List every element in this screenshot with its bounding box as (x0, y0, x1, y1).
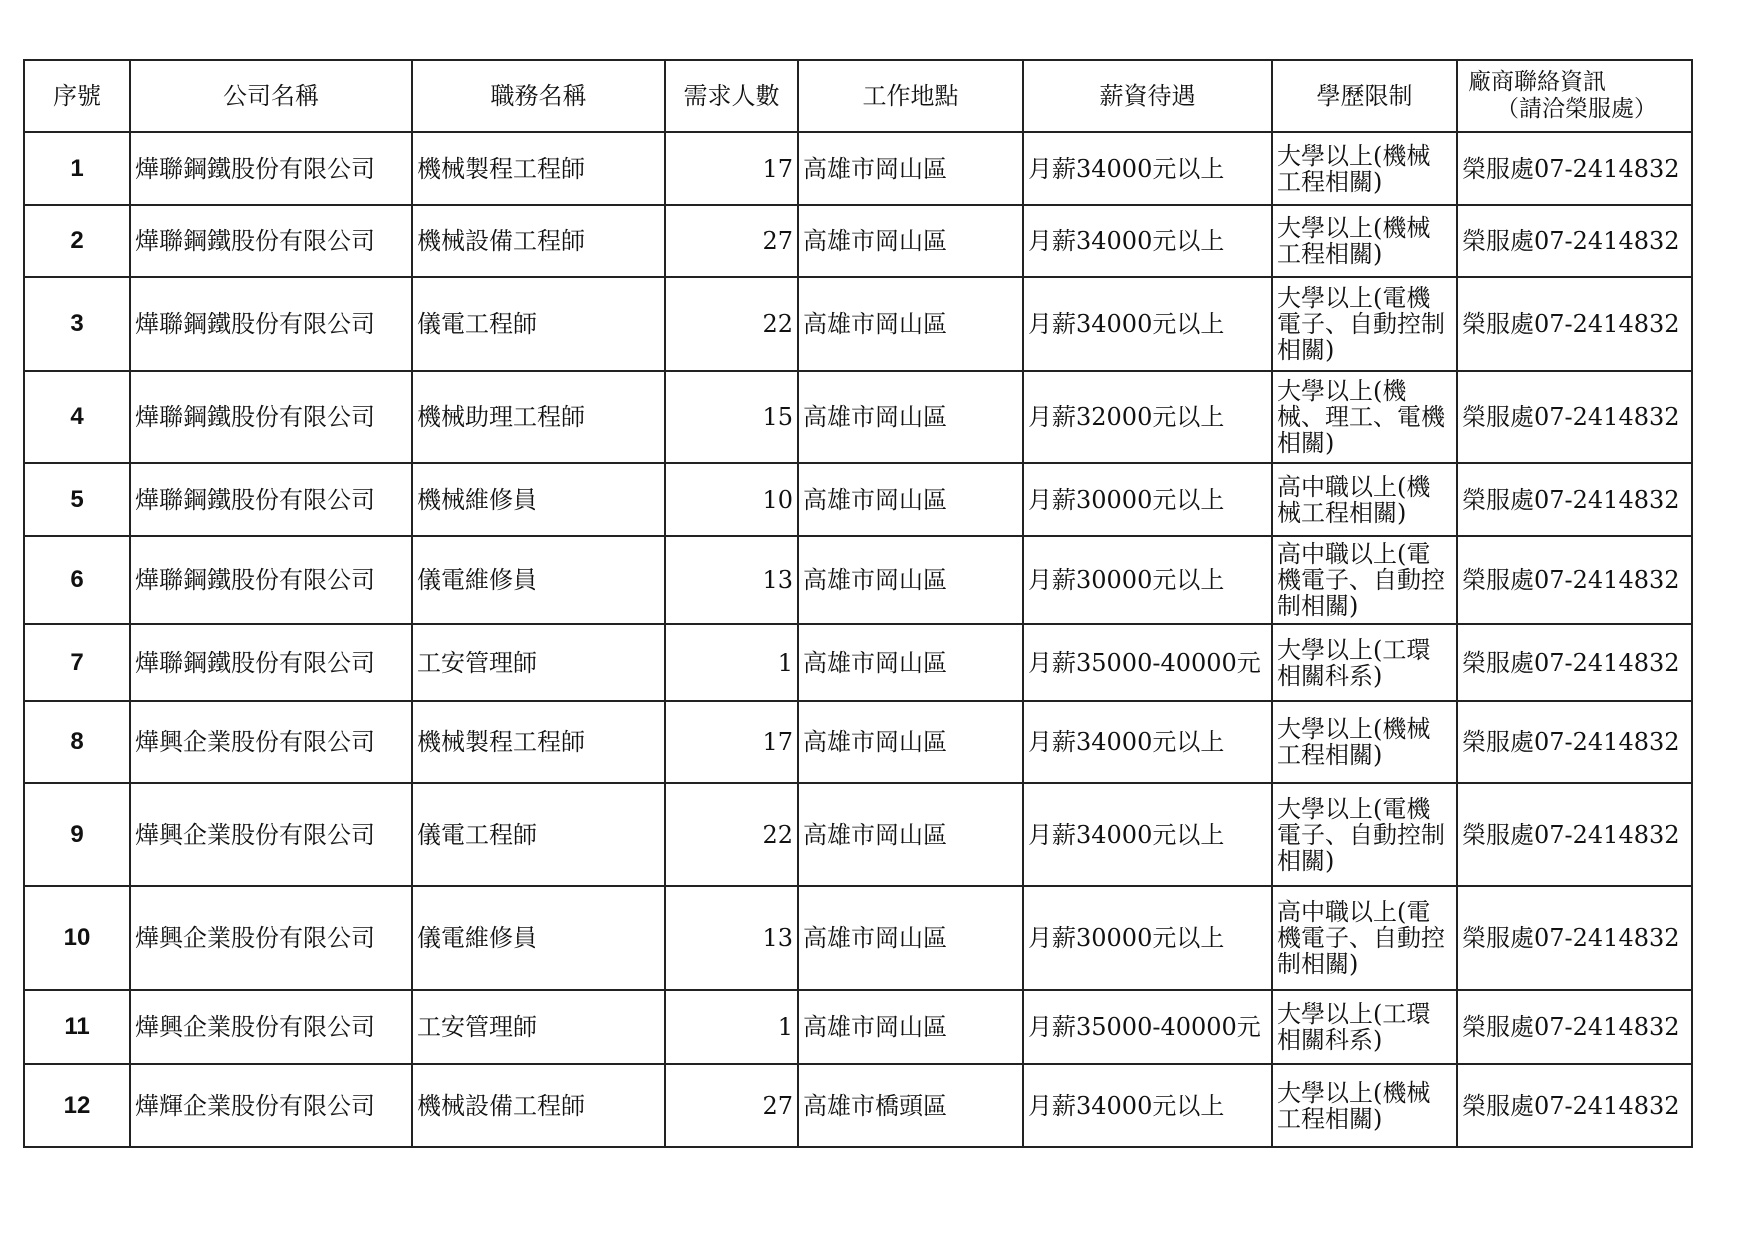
work-location: 高雄市岡山區 (798, 536, 1023, 624)
headcount: 17 (665, 132, 798, 205)
headcount: 22 (665, 783, 798, 886)
header-job: 職務名稱 (412, 60, 665, 132)
table-row (24, 205, 1692, 277)
work-location: 高雄市橋頭區 (798, 1064, 1023, 1147)
job-title: 工安管理師 (412, 990, 665, 1064)
company-name: 燁興企業股份有限公司 (130, 701, 412, 783)
contact-info: 榮服處07-2414832 (1457, 132, 1692, 205)
table-row (24, 1064, 1692, 1147)
education-requirement: 大學以上(機械工程相關) (1272, 701, 1457, 783)
work-location: 高雄市岡山區 (798, 701, 1023, 783)
headcount: 17 (665, 701, 798, 783)
work-location: 高雄市岡山區 (798, 132, 1023, 205)
company-name: 燁聯鋼鐵股份有限公司 (130, 277, 412, 371)
education-requirement: 大學以上(機械工程相關) (1272, 205, 1457, 277)
contact-info: 榮服處07-2414832 (1457, 1064, 1692, 1147)
job-title: 機械設備工程師 (412, 1064, 665, 1147)
education-requirement: 大學以上(機械、理工、電機相關) (1272, 371, 1457, 463)
headcount: 1 (665, 624, 798, 701)
salary: 月薪30000元以上 (1023, 536, 1272, 624)
salary: 月薪34000元以上 (1023, 783, 1272, 886)
table-row (24, 886, 1692, 990)
company-name: 燁興企業股份有限公司 (130, 783, 412, 886)
job-openings-table (23, 59, 1693, 1148)
job-title: 機械製程工程師 (412, 701, 665, 783)
headcount: 27 (665, 1064, 798, 1147)
headcount: 13 (665, 536, 798, 624)
contact-info: 榮服處07-2414832 (1457, 886, 1692, 990)
headcount: 1 (665, 990, 798, 1064)
salary: 月薪34000元以上 (1023, 1064, 1272, 1147)
work-location: 高雄市岡山區 (798, 990, 1023, 1064)
headcount: 10 (665, 463, 798, 536)
job-title: 儀電工程師 (412, 783, 665, 886)
table-row (24, 783, 1692, 886)
job-title: 機械維修員 (412, 463, 665, 536)
education-requirement: 大學以上(電機電子、自動控制相關) (1272, 277, 1457, 371)
header-education: 學歷限制 (1272, 60, 1457, 132)
education-requirement: 大學以上(機械工程相關) (1272, 1064, 1457, 1147)
education-requirement: 大學以上(電機電子、自動控制相關) (1272, 783, 1457, 886)
header-contact-line1: 廠商聯絡資訊 (1468, 69, 1606, 95)
contact-info: 榮服處07-2414832 (1457, 205, 1692, 277)
contact-info: 榮服處07-2414832 (1457, 536, 1692, 624)
work-location: 高雄市岡山區 (798, 783, 1023, 886)
row-number: 12 (24, 1064, 130, 1147)
contact-info: 榮服處07-2414832 (1457, 371, 1692, 463)
job-title: 機械製程工程師 (412, 132, 665, 205)
contact-info: 榮服處07-2414832 (1457, 277, 1692, 371)
table-header (24, 60, 1692, 132)
row-number: 5 (24, 463, 130, 536)
contact-info: 榮服處07-2414832 (1457, 701, 1692, 783)
salary: 月薪34000元以上 (1023, 701, 1272, 783)
header-row (24, 60, 1692, 132)
row-number: 4 (24, 371, 130, 463)
company-name: 燁聯鋼鐵股份有限公司 (130, 205, 412, 277)
salary: 月薪34000元以上 (1023, 132, 1272, 205)
job-title: 工安管理師 (412, 624, 665, 701)
company-name: 燁聯鋼鐵股份有限公司 (130, 624, 412, 701)
header-count: 需求人數 (665, 60, 798, 132)
table-row (24, 132, 1692, 205)
header-salary: 薪資待遇 (1023, 60, 1272, 132)
job-title: 儀電工程師 (412, 277, 665, 371)
header-company: 公司名稱 (130, 60, 412, 132)
salary: 月薪35000-40000元 (1023, 990, 1272, 1064)
company-name: 燁聯鋼鐵股份有限公司 (130, 371, 412, 463)
row-number: 8 (24, 701, 130, 783)
job-title: 儀電維修員 (412, 886, 665, 990)
company-name: 燁聯鋼鐵股份有限公司 (130, 132, 412, 205)
row-number: 7 (24, 624, 130, 701)
header-location: 工作地點 (798, 60, 1023, 132)
table-row (24, 536, 1692, 624)
table-row (24, 990, 1692, 1064)
work-location: 高雄市岡山區 (798, 205, 1023, 277)
education-requirement: 大學以上(工環相關科系) (1272, 990, 1457, 1064)
table-row (24, 463, 1692, 536)
table-row (24, 371, 1692, 463)
salary: 月薪30000元以上 (1023, 886, 1272, 990)
education-requirement: 高中職以上(電機電子、自動控制相關) (1272, 886, 1457, 990)
header-contact-line2: （請洽榮服處） (1496, 96, 1657, 122)
work-location: 高雄市岡山區 (798, 463, 1023, 536)
contact-info: 榮服處07-2414832 (1457, 463, 1692, 536)
contact-info: 榮服處07-2414832 (1457, 624, 1692, 701)
salary: 月薪32000元以上 (1023, 371, 1272, 463)
headcount: 13 (665, 886, 798, 990)
table-body (24, 132, 1692, 1147)
job-title: 儀電維修員 (412, 536, 665, 624)
company-name: 燁興企業股份有限公司 (130, 990, 412, 1064)
education-requirement: 大學以上(工環相關科系) (1272, 624, 1457, 701)
row-number: 11 (24, 990, 130, 1064)
education-requirement: 高中職以上(電機電子、自動控制相關) (1272, 536, 1457, 624)
work-location: 高雄市岡山區 (798, 624, 1023, 701)
table-row (24, 701, 1692, 783)
company-name: 燁輝企業股份有限公司 (130, 1064, 412, 1147)
work-location: 高雄市岡山區 (798, 371, 1023, 463)
row-number: 3 (24, 277, 130, 371)
row-number: 1 (24, 132, 130, 205)
headcount: 15 (665, 371, 798, 463)
headcount: 27 (665, 205, 798, 277)
salary: 月薪34000元以上 (1023, 277, 1272, 371)
row-number: 2 (24, 205, 130, 277)
contact-info: 榮服處07-2414832 (1457, 990, 1692, 1064)
contact-info: 榮服處07-2414832 (1457, 783, 1692, 886)
table-row (24, 277, 1692, 371)
salary: 月薪30000元以上 (1023, 463, 1272, 536)
headcount: 22 (665, 277, 798, 371)
job-title: 機械助理工程師 (412, 371, 665, 463)
company-name: 燁興企業股份有限公司 (130, 886, 412, 990)
row-number: 10 (24, 886, 130, 990)
table-row (24, 624, 1692, 701)
education-requirement: 大學以上(機械工程相關) (1272, 132, 1457, 205)
header-contact (1457, 60, 1692, 132)
salary: 月薪35000-40000元 (1023, 624, 1272, 701)
row-number: 9 (24, 783, 130, 886)
company-name: 燁聯鋼鐵股份有限公司 (130, 536, 412, 624)
header-no: 序號 (24, 60, 130, 132)
work-location: 高雄市岡山區 (798, 277, 1023, 371)
education-requirement: 高中職以上(機械工程相關) (1272, 463, 1457, 536)
salary: 月薪34000元以上 (1023, 205, 1272, 277)
row-number: 6 (24, 536, 130, 624)
work-location: 高雄市岡山區 (798, 886, 1023, 990)
job-title: 機械設備工程師 (412, 205, 665, 277)
company-name: 燁聯鋼鐵股份有限公司 (130, 463, 412, 536)
